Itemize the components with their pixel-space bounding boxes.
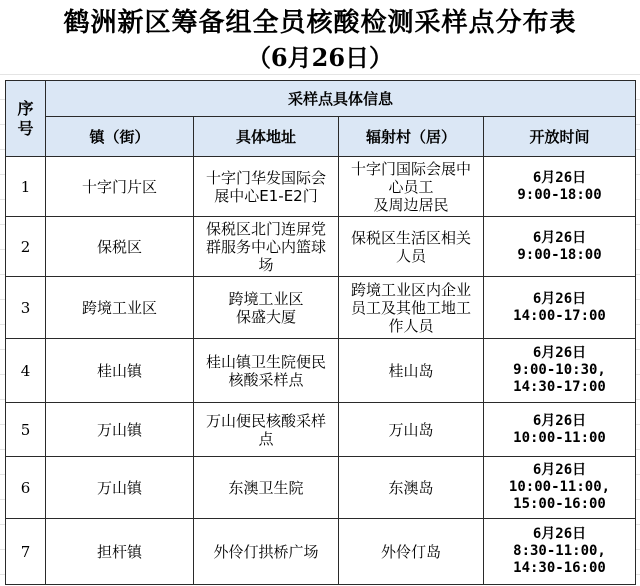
cell-town: 桂山镇 — [46, 339, 194, 403]
cell-time — [484, 403, 636, 457]
cell-address-line: 万山便民核酸采样 — [205, 411, 326, 430]
cell-address-line: 场 — [258, 255, 274, 274]
cell-time-line: 6月26日 — [532, 169, 587, 186]
cell-village — [339, 157, 484, 217]
cell-address-line: 外伶仃拱桥广场 — [213, 542, 319, 561]
table-row — [6, 519, 636, 585]
cell-village — [339, 457, 484, 519]
cell-village-line: 作人员 — [388, 316, 434, 335]
table-row — [6, 277, 636, 339]
cell-village — [339, 519, 484, 585]
header-index — [6, 81, 46, 157]
header-town: 镇（街） — [46, 117, 194, 157]
table-row — [6, 457, 636, 519]
sampling-sites-table — [5, 80, 636, 585]
table-row — [6, 157, 636, 217]
cell-time-line: 8:30-11:00, — [513, 543, 606, 559]
cell-village-line: 心员工 — [388, 177, 434, 196]
cell-index: 6 — [6, 457, 46, 519]
cell-address-line: 展中心E1-E2门 — [214, 186, 318, 205]
cell-town: 跨境工业区 — [46, 277, 194, 339]
cell-index: 4 — [6, 339, 46, 403]
cell-village-line: 跨境工业区内企业 — [350, 280, 471, 299]
cell-village-line: 万山岛 — [388, 420, 434, 439]
cell-time-line: 15:00-16:00 — [513, 496, 606, 512]
cell-time — [484, 519, 636, 585]
cell-town: 万山镇 — [46, 403, 194, 457]
header-group: 采样点具体信息 — [46, 81, 636, 117]
cell-address — [194, 277, 339, 339]
cell-address-line: 核酸采样点 — [228, 370, 304, 389]
cell-address — [194, 403, 339, 457]
table-body — [6, 157, 636, 585]
header-address: 具体地址 — [194, 117, 339, 157]
cell-time-line: 9:00-18:00 — [517, 186, 602, 203]
cell-address-line: 十字门华发国际会 — [205, 168, 326, 187]
cell-town: 万山镇 — [46, 457, 194, 519]
cell-index: 1 — [6, 157, 46, 217]
cell-time-line: 14:00-17:00 — [513, 307, 606, 324]
table-row — [6, 217, 636, 277]
cell-time-line: 6月26日 — [532, 462, 587, 478]
table-row — [6, 339, 636, 403]
cell-address — [194, 519, 339, 585]
cell-town: 担杆镇 — [46, 519, 194, 585]
cell-village-line: 外伶仃岛 — [380, 542, 441, 561]
cell-time-line: 14:30-16:00 — [513, 560, 606, 576]
cell-village-line: 及周边居民 — [373, 195, 449, 214]
cell-town: 十字门片区 — [46, 157, 194, 217]
cell-index: 3 — [6, 277, 46, 339]
header-index-char-1: 序 — [17, 98, 34, 118]
cell-time-line: 10:00-11:00, — [508, 479, 611, 495]
cell-address-line: 保税区北门连屏党 — [205, 219, 326, 238]
cell-town: 保税区 — [46, 217, 194, 277]
table-row — [6, 403, 636, 457]
cell-village-line: 十字门国际会展中 — [350, 159, 471, 178]
cell-address-line: 桂山镇卫生院便民 — [205, 352, 326, 371]
cell-time-line: 6月26日 — [532, 345, 587, 361]
cell-time-line: 6月26日 — [532, 412, 587, 429]
header-time: 开放时间 — [484, 117, 636, 157]
cell-village-line: 员工及其他工地工 — [350, 298, 471, 317]
cell-index: 2 — [6, 217, 46, 277]
cell-address — [194, 457, 339, 519]
cell-village-line: 保税区生活区相关 — [350, 228, 471, 247]
cell-time-line: 14:30-17:00 — [513, 379, 606, 395]
header-index-char-2: 号 — [17, 118, 34, 138]
cell-time — [484, 217, 636, 277]
page-subtitle: （6月26日） — [0, 42, 640, 74]
cell-time — [484, 277, 636, 339]
cell-index: 7 — [6, 519, 46, 585]
cell-address-line: 保盛大厦 — [235, 307, 296, 326]
cell-address — [194, 339, 339, 403]
cell-time — [484, 339, 636, 403]
cell-time — [484, 157, 636, 217]
cell-village-line: 人员 — [395, 246, 426, 265]
cell-time-line: 6月26日 — [532, 229, 587, 246]
cell-village — [339, 403, 484, 457]
cell-village — [339, 217, 484, 277]
cell-address-line: 东澳卫生院 — [228, 478, 304, 497]
cell-time-line: 6月26日 — [532, 290, 587, 307]
cell-time-line: 9:00-18:00 — [517, 246, 602, 263]
cell-village — [339, 339, 484, 403]
cell-address — [194, 217, 339, 277]
header-village: 辐射村（居） — [339, 117, 484, 157]
cell-time-line: 6月26日 — [532, 526, 587, 542]
cell-village-line: 桂山岛 — [388, 361, 434, 380]
cell-address — [194, 157, 339, 217]
cell-index: 5 — [6, 403, 46, 457]
cell-time-line: 10:00-11:00 — [513, 429, 606, 446]
cell-time-line: 9:00-10:30, — [513, 362, 606, 378]
cell-village-line: 东澳岛 — [388, 478, 434, 497]
cell-address-line: 跨境工业区 — [228, 289, 304, 308]
cell-address-line: 点 — [258, 429, 274, 448]
cell-village — [339, 277, 484, 339]
cell-time — [484, 457, 636, 519]
cell-address-line: 群服务中心内篮球 — [205, 237, 326, 256]
page-title: 鹤洲新区筹备组全员核酸检测采样点分布表 — [0, 6, 640, 40]
